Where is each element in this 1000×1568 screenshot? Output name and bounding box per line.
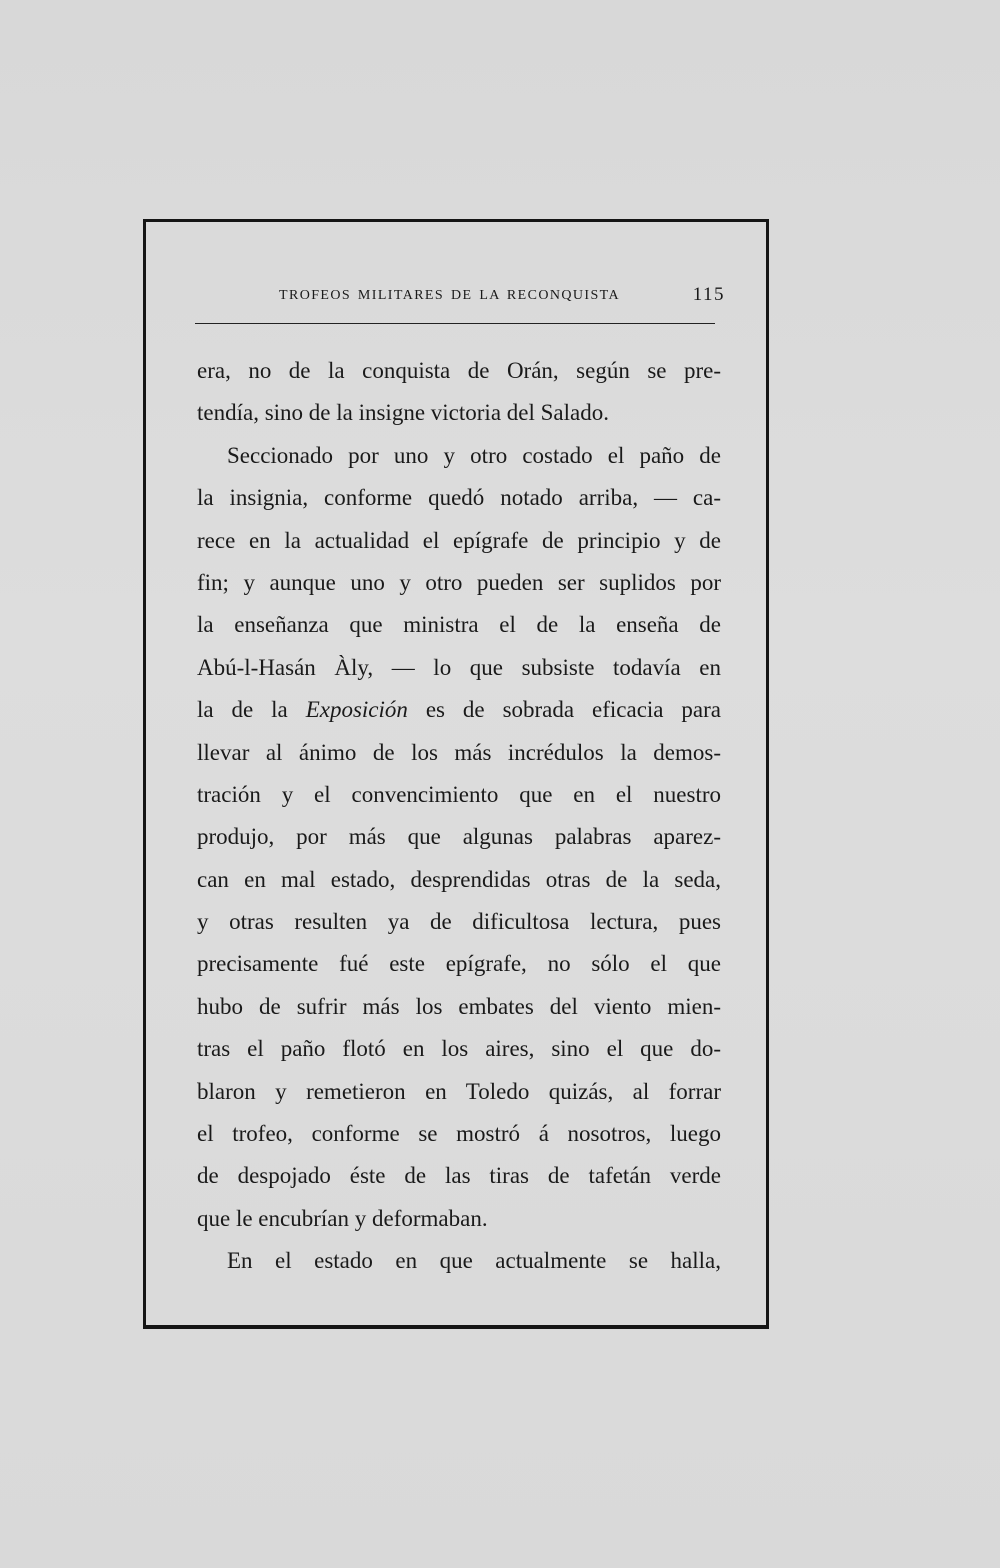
header-rule xyxy=(195,323,715,324)
text-line: de despojado éste de las tiras de tafetán verde xyxy=(197,1163,721,1189)
text-line: que le encubrían y deformaban. xyxy=(197,1205,488,1231)
text-line: blaron y remetieron en Toledo quizás, al forrar xyxy=(197,1078,721,1104)
text-line: Seccionado por uno y otro costado el paño de xyxy=(227,442,721,468)
running-head xyxy=(195,286,725,312)
text-line: tras el paño flotó en los aires, sino el que do- xyxy=(197,1036,721,1062)
text-line: la insignia, conforme quedó notado arriba, — ca- xyxy=(197,485,721,511)
page-number: 115 xyxy=(692,284,725,305)
text-line: hubo de sufrir más los embates del viento mien- xyxy=(197,993,721,1019)
text-line: llevar al ánimo de los más incrédulos la demos- xyxy=(197,739,721,765)
text-line: y otras resulten ya de dificultosa lectura, pues xyxy=(197,909,721,935)
text-line: la enseñanza que ministra el de la enseña de xyxy=(197,612,721,638)
text-line: can en mal estado, desprendidas otras de la seda, xyxy=(197,866,721,892)
text-line: fin; y aunque uno y otro pueden ser suplidos por xyxy=(197,569,721,595)
body-text xyxy=(197,350,721,1283)
text-segment: es de sobrada eficacia para xyxy=(407,697,722,723)
text-line: Abú-l-Hasán Àly, — lo que subsiste todavía en xyxy=(197,654,721,680)
text-line: tendía, sino de la insigne victoria del Salado. xyxy=(197,400,609,426)
text-line: era, no de la conquista de Orán, según se pre- xyxy=(197,358,721,383)
text-line: tración y el convencimiento que en el nuestro xyxy=(197,781,721,807)
text-line: produjo, por más que algunas palabras aparez- xyxy=(197,824,721,850)
text-line: rece en la actualidad el epígrafe de principio y de xyxy=(197,527,721,553)
text-line xyxy=(197,689,721,731)
italic-title-exposicion: Exposición xyxy=(305,697,408,723)
running-title: TROFEOS MILITARES DE LA RECONQUISTA xyxy=(279,288,620,303)
text-segment: la de la xyxy=(197,697,306,723)
text-line: el trofeo, conforme se mostró á nosotros, luego xyxy=(197,1121,721,1147)
text-line: En el estado en que actualmente se halla, xyxy=(227,1248,721,1274)
text-line: precisamente fué este epígrafe, no sólo el que xyxy=(197,951,721,977)
